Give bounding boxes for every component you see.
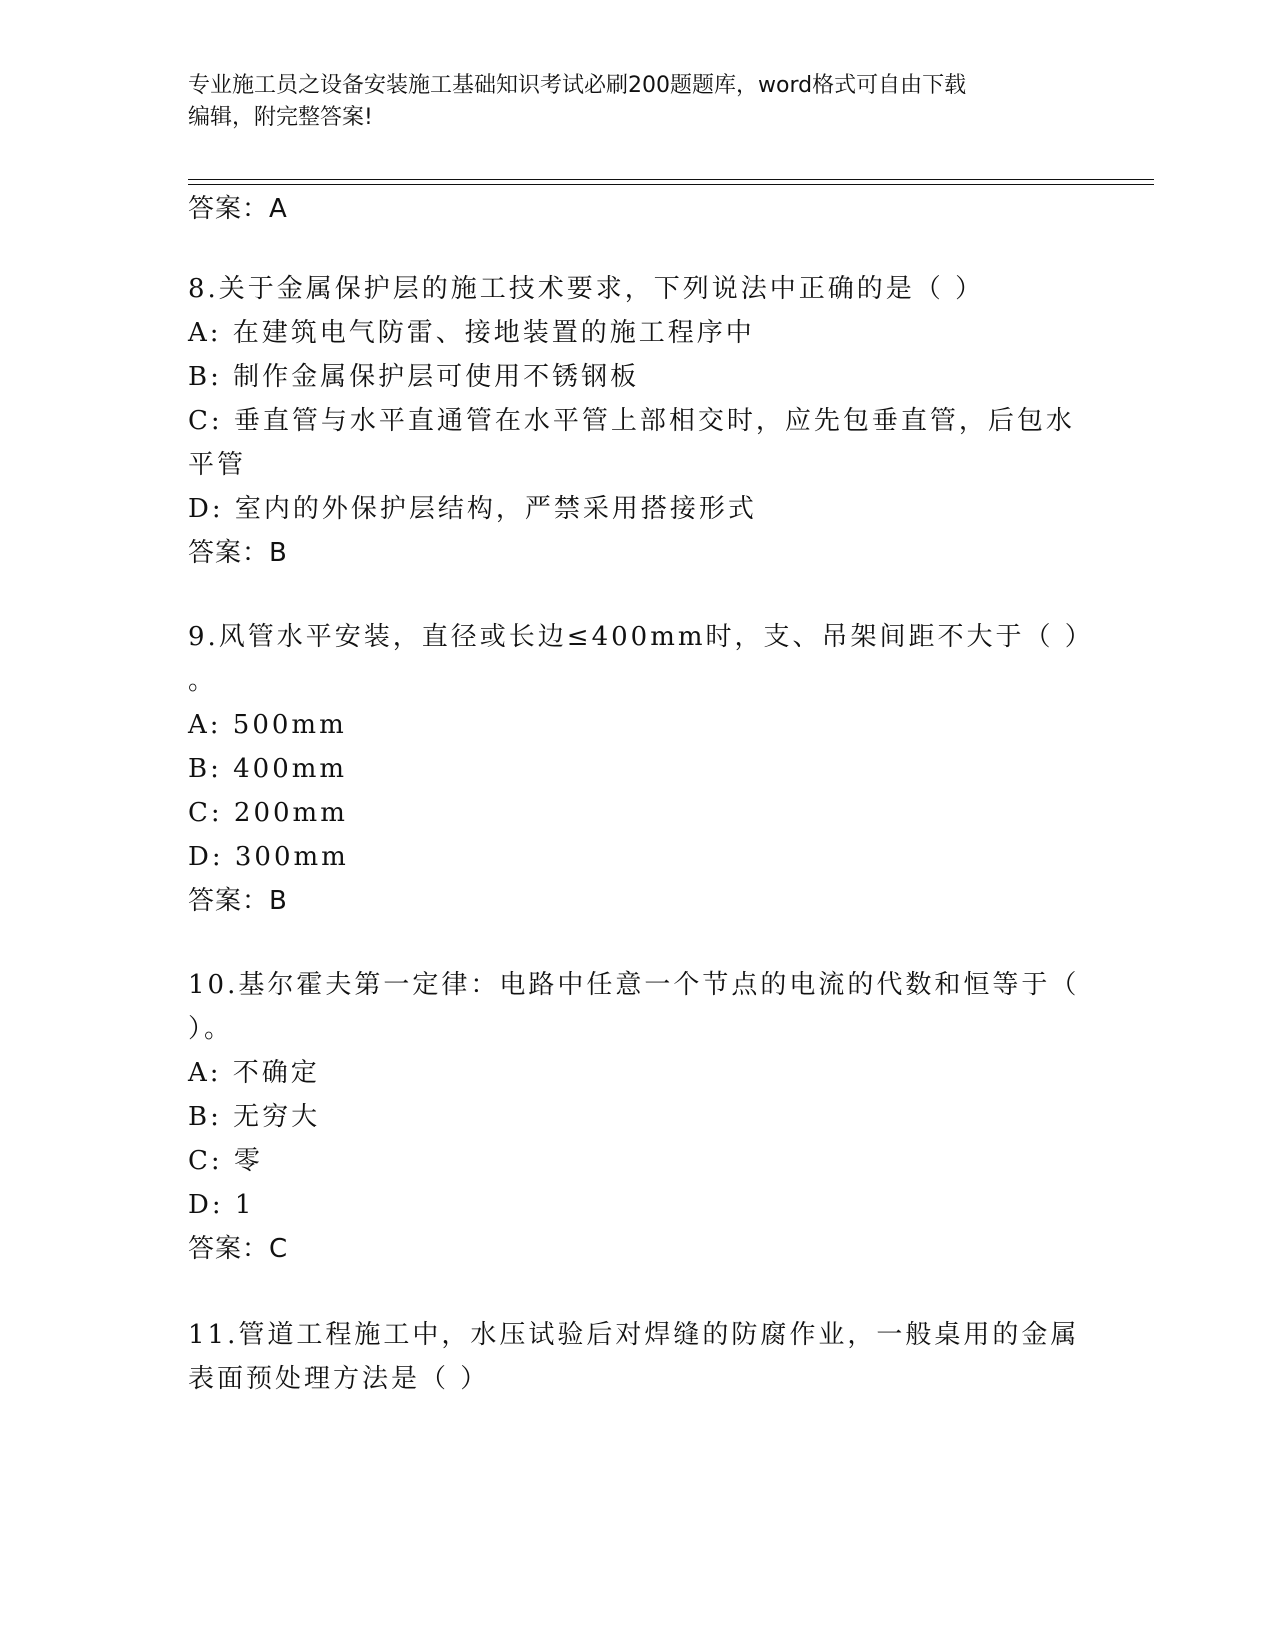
question-10-stem: 10.基尔霍夫第一定律：电路中任意一个节点的电流的代数和恒等于（	[188, 970, 1080, 1000]
document-header	[188, 70, 1068, 134]
question-9-stem: 9.风管水平安装，直径或长边≤400mm时，支、吊架间距不大于（ ）	[188, 622, 1094, 652]
question-9-option-a: A: 500mm	[188, 710, 347, 740]
header-line-1: 专业施工员之设备安装施工基础知识考试必刷200题题库，word格式可自由下载	[188, 73, 967, 98]
question-8-option-b: B: 制作金属保护层可使用不锈钢板	[188, 362, 640, 392]
question-10-option-c: C: 零	[188, 1146, 263, 1176]
question-9-option-d: D: 300mm	[188, 842, 349, 872]
question-8-stem: 8.关于金属保护层的施工技术要求，下列说法中正确的是（ ）	[188, 274, 985, 304]
question-10-stem-continued: ）。	[188, 1014, 234, 1044]
question-9-option-c: C: 200mm	[188, 798, 348, 828]
question-11-stem-continued: 表面预处理方法是（ ）	[188, 1364, 490, 1394]
question-10-option-a: A: 不确定	[188, 1058, 320, 1088]
question-8-option-a: A: 在建筑电气防雷、接地装置的施工程序中	[188, 318, 755, 348]
answer-line: 答案：A	[188, 194, 288, 224]
question-9-stem-continued: 。	[188, 666, 218, 696]
question-10-answer: 答案：C	[188, 1234, 289, 1264]
header-divider-bottom	[188, 184, 1154, 185]
question-8-option-c-continued: 平管	[188, 450, 247, 480]
question-8-option-c: C: 垂直管与水平直通管在水平管上部相交时，应先包垂直管，后包水	[188, 406, 1075, 436]
question-9-option-b: B: 400mm	[188, 754, 348, 784]
question-9-answer: 答案：B	[188, 886, 288, 916]
header-divider-top	[188, 179, 1154, 180]
question-10-option-d: D: 1	[188, 1190, 255, 1220]
question-8-option-d: D: 室内的外保护层结构，严禁采用搭接形式	[188, 494, 757, 524]
header-line-2: 编辑，附完整答案!	[188, 105, 373, 130]
question-10-option-b: B: 无穷大	[188, 1102, 321, 1132]
question-11-stem: 11.管道工程施工中，水压试验后对焊缝的防腐作业，一般桌用的金属	[188, 1320, 1080, 1350]
question-8-answer: 答案：B	[188, 538, 288, 568]
